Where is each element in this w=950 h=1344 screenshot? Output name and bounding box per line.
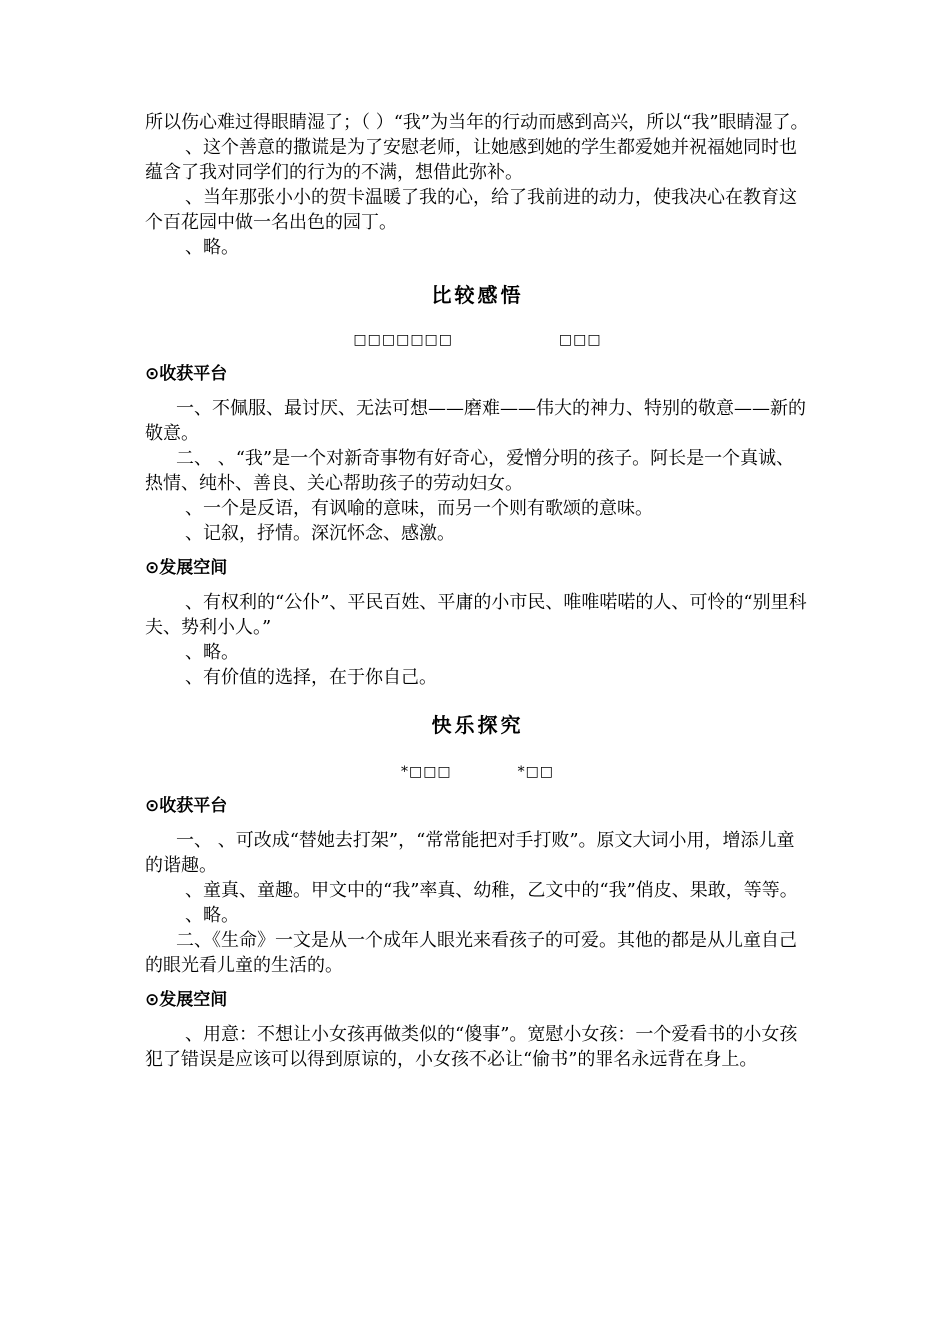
answer-line: 一、不佩服、最讨厌、无法可想——磨难——伟大的神力、特别的敬意——新的敬意。 — [145, 398, 806, 444]
section-title: 快乐探究 — [431, 713, 524, 737]
answer-line: 二、 、“我”是一个对新奇事物有好奇心，爱憎分明的孩子。阿长是一个真诚、热情、纯朴、善良、关心帮助孩子的劳动妇女。 — [145, 448, 795, 494]
section-subtitle — [145, 330, 810, 350]
answer-line: 、略。 — [185, 642, 239, 663]
develop-heading: ⊙发展空间 — [145, 558, 228, 578]
answer-line: 、有权利的“公仆”、平民百姓、平庸的小市民、唯唯喏喏的人、可怜的“别里科夫、势利小人。” — [145, 592, 807, 638]
document-page — [145, 110, 810, 1072]
answer-line: 、用意：不想让小女孩再做类似的“傻事”。宽慰小女孩：一个爱看书的小女孩犯了错误是应该可以得到原谅的，小女孩不必让“偷书”的罪名永远背在身上。 — [145, 1024, 798, 1070]
answer-line: 一、 、可改成“替她去打架”，“常常能把对手打败”。原文大词小用，增添儿童的谐趣。 — [145, 830, 795, 876]
answer-line: 所以伤心难过得眼睛湿了；（ ）“我”为当年的行动而感到高兴，所以“我”眼睛湿了。 — [145, 112, 809, 133]
answer-line: 、童真、童趣。甲文中的“我”率真、幼稚，乙文中的“我”俏皮、果敢，等等。 — [185, 880, 798, 901]
answer-line: 、略。 — [185, 905, 239, 926]
answer-line: 、这个善意的撒谎是为了安慰老师，让她感到她的学生都爱她并祝福她同时也蕴含了我对同学们的行为的不满，想借此弥补。 — [145, 137, 797, 183]
subtitle-right: □□□ — [558, 332, 602, 348]
harvest-heading: ⊙收获平台 — [145, 364, 228, 384]
answer-line: 、当年那张小小的贺卡温暖了我的心，给了我前进的动力，使我决心在教育这个百花园中做一名出色的园丁。 — [145, 187, 797, 233]
develop-heading: ⊙发展空间 — [145, 990, 228, 1010]
harvest-heading: ⊙收获平台 — [145, 796, 228, 816]
answer-line: 、有价值的选择，在于你自己。 — [185, 667, 437, 688]
section-title: 比较感悟 — [431, 283, 524, 307]
answer-line: 、略。 — [185, 237, 239, 258]
answer-line: 、一个是反语，有讽喻的意味，而另一个则有歌颂的意味。 — [185, 498, 653, 519]
section-subtitle — [145, 762, 810, 782]
answer-line: 二、《生命》一文是从一个成年人眼光来看孩子的可爱。其他的都是从儿童自己的眼光看儿童的生活的。 — [145, 930, 797, 976]
subtitle-left: *□□□ — [400, 764, 452, 780]
subtitle-right: *□□ — [517, 764, 555, 780]
answer-line: 、记叙，抒情。深沉怀念、感激。 — [185, 523, 455, 544]
subtitle-left: □□□□□□□ — [353, 332, 453, 348]
